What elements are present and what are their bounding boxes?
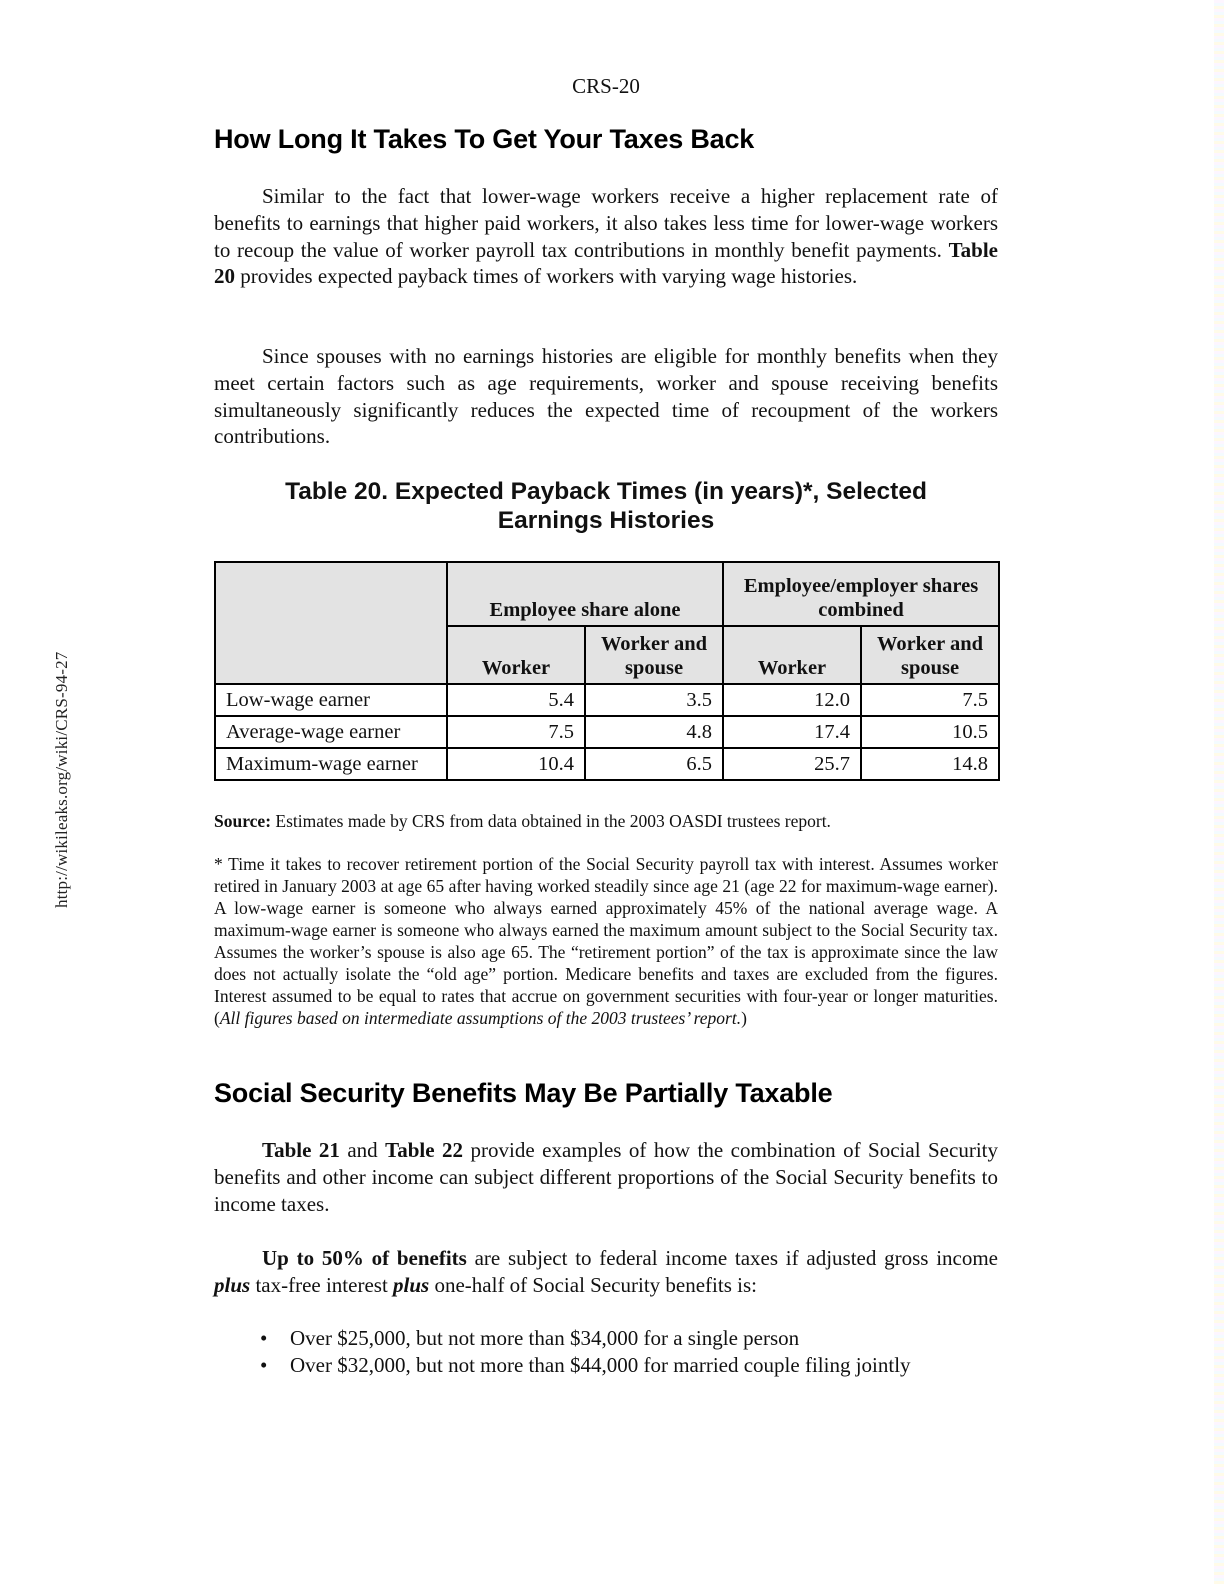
cell: 5.4 — [447, 684, 585, 716]
source-label: Source: — [214, 811, 272, 831]
section-payback — [214, 124, 998, 155]
paragraph-spouses — [214, 343, 998, 450]
cell: 7.5 — [861, 684, 999, 716]
page-edge — [1214, 0, 1224, 1584]
emphasis-plus: plus — [214, 1272, 251, 1297]
emphasis: Up to 50% of benefits — [262, 1246, 467, 1270]
group-header: Employee share alone — [447, 562, 723, 626]
cell: 25.7 — [723, 748, 861, 780]
cell: 4.8 — [585, 716, 723, 748]
cell: 17.4 — [723, 716, 861, 748]
page-number: CRS-20 — [572, 74, 640, 98]
cell: 10.5 — [861, 716, 999, 748]
footnote-italic: All figures based on intermediate assumptions of the 2003 trustees’ report. — [219, 1008, 742, 1028]
text: are subject to federal income taxes if adjusted gross income — [466, 1246, 999, 1270]
table-row — [215, 716, 999, 748]
bullet-icon: • — [260, 1326, 268, 1350]
text: provides expected payback times of workers with varying wage histories. — [235, 264, 858, 289]
group-header: Employee/employer shares combined — [723, 562, 999, 626]
paragraph: Since spouses with no earnings histories are eligible for monthly benefits when they meet certain factors such as age requirements, worker and spouse receiving benefits simultaneously significantly reduces the expected time of recoupment of the workers contributions. — [214, 344, 998, 449]
text: and — [339, 1138, 386, 1162]
payback-table — [214, 561, 1000, 781]
cell: 7.5 — [447, 716, 585, 748]
section-heading: Social Security Benefits May Be Partially Taxable — [214, 1078, 833, 1108]
paragraph — [214, 1245, 998, 1299]
bullet-icon: • — [260, 1352, 268, 1377]
row-label: Average-wage earner — [215, 716, 447, 748]
table-title — [214, 477, 998, 535]
list-item-text: Over $25,000, but not more than $34,000 for a single person — [290, 1326, 800, 1350]
section-heading: How Long It Takes To Get Your Taxes Back — [214, 124, 755, 154]
source-text: Estimates made by CRS from data obtained in the 2003 OASDI trustees report. — [271, 811, 831, 831]
paragraph-tables-intro — [214, 1137, 998, 1217]
list-item-text: Over $32,000, but not more than $44,000 for married couple filing jointly — [290, 1352, 911, 1377]
column-header: Worker and spouse — [585, 626, 723, 684]
sidebar-url: http://wikileaks.org/wiki/CRS-94-27 — [52, 651, 71, 908]
paragraph — [214, 1137, 998, 1217]
text: provide examples of how the combination of Social Security benefits and other income can subject different proportions of the Social Security benefits to income taxes. — [214, 1138, 998, 1216]
column-header: Worker — [447, 626, 585, 684]
table-reference: Table 22 — [385, 1138, 464, 1162]
corner-header — [215, 562, 447, 684]
column-header: Worker and spouse — [861, 626, 999, 684]
footnote — [214, 853, 998, 1029]
text: Similar to the fact that lower-wage workers receive a higher replacement rate of benefits to earnings that higher paid workers, it also takes less time for lower-wage workers to recoup the value of worker payroll tax contributions in monthly benefit payments. — [214, 184, 998, 262]
table-row — [215, 748, 999, 780]
table-title-text — [214, 477, 998, 535]
table-row — [215, 684, 999, 716]
footnote-end: ) — [741, 1008, 747, 1028]
cell: 10.4 — [447, 748, 585, 780]
table-20 — [214, 561, 998, 781]
cell: 6.5 — [585, 748, 723, 780]
emphasis-plus: plus — [393, 1272, 430, 1297]
list-item — [214, 1325, 934, 1352]
bullet-list — [214, 1325, 934, 1378]
source-note — [214, 810, 998, 832]
text: tax-free interest — [250, 1272, 394, 1297]
footnote-text: * Time it takes to recover retirement portion of the Social Security payroll tax with interest. Assumes worker retired in January 2003 at age 65 after having worked steadily since age 21 (age 22 for maximum-wage earner). A low-wage earner is someone who always earned approximately 45% of the national average wage. A maximum-wage earner is someone who always earned the maximum amount subject to the Social Security tax. Assumes the worker’s spouse is also age 65. The “retirement portion” of the tax is approximate since the law does not actually isolate the “old age” portion. Medicare benefits and taxes are excluded from the figures. Interest assumed to be equal to rates that accrue on government securities with four-year or longer maturities. ( — [214, 854, 998, 1028]
row-label: Low-wage earner — [215, 684, 447, 716]
list-item — [214, 1352, 934, 1379]
cell: 14.8 — [861, 748, 999, 780]
table-title-line: Table 20. Expected Payback Times (in years)*, Selected — [285, 478, 927, 505]
cell: 12.0 — [723, 684, 861, 716]
table-reference: Table 21 — [262, 1138, 340, 1162]
paragraph-payback-intro — [214, 183, 998, 290]
row-label: Maximum-wage earner — [215, 748, 447, 780]
section-taxable — [214, 1078, 998, 1109]
paragraph-50-percent — [214, 1245, 998, 1299]
cell: 3.5 — [585, 684, 723, 716]
threshold-list — [214, 1325, 934, 1378]
table-title-line: Earnings Histories — [497, 507, 715, 534]
table-source — [214, 810, 998, 832]
paragraph — [214, 183, 998, 290]
table-reference: Table 20 — [214, 237, 998, 289]
text: one-half of Social Security benefits is: — [429, 1272, 757, 1297]
table-footnote — [214, 853, 998, 1029]
column-header: Worker — [723, 626, 861, 684]
